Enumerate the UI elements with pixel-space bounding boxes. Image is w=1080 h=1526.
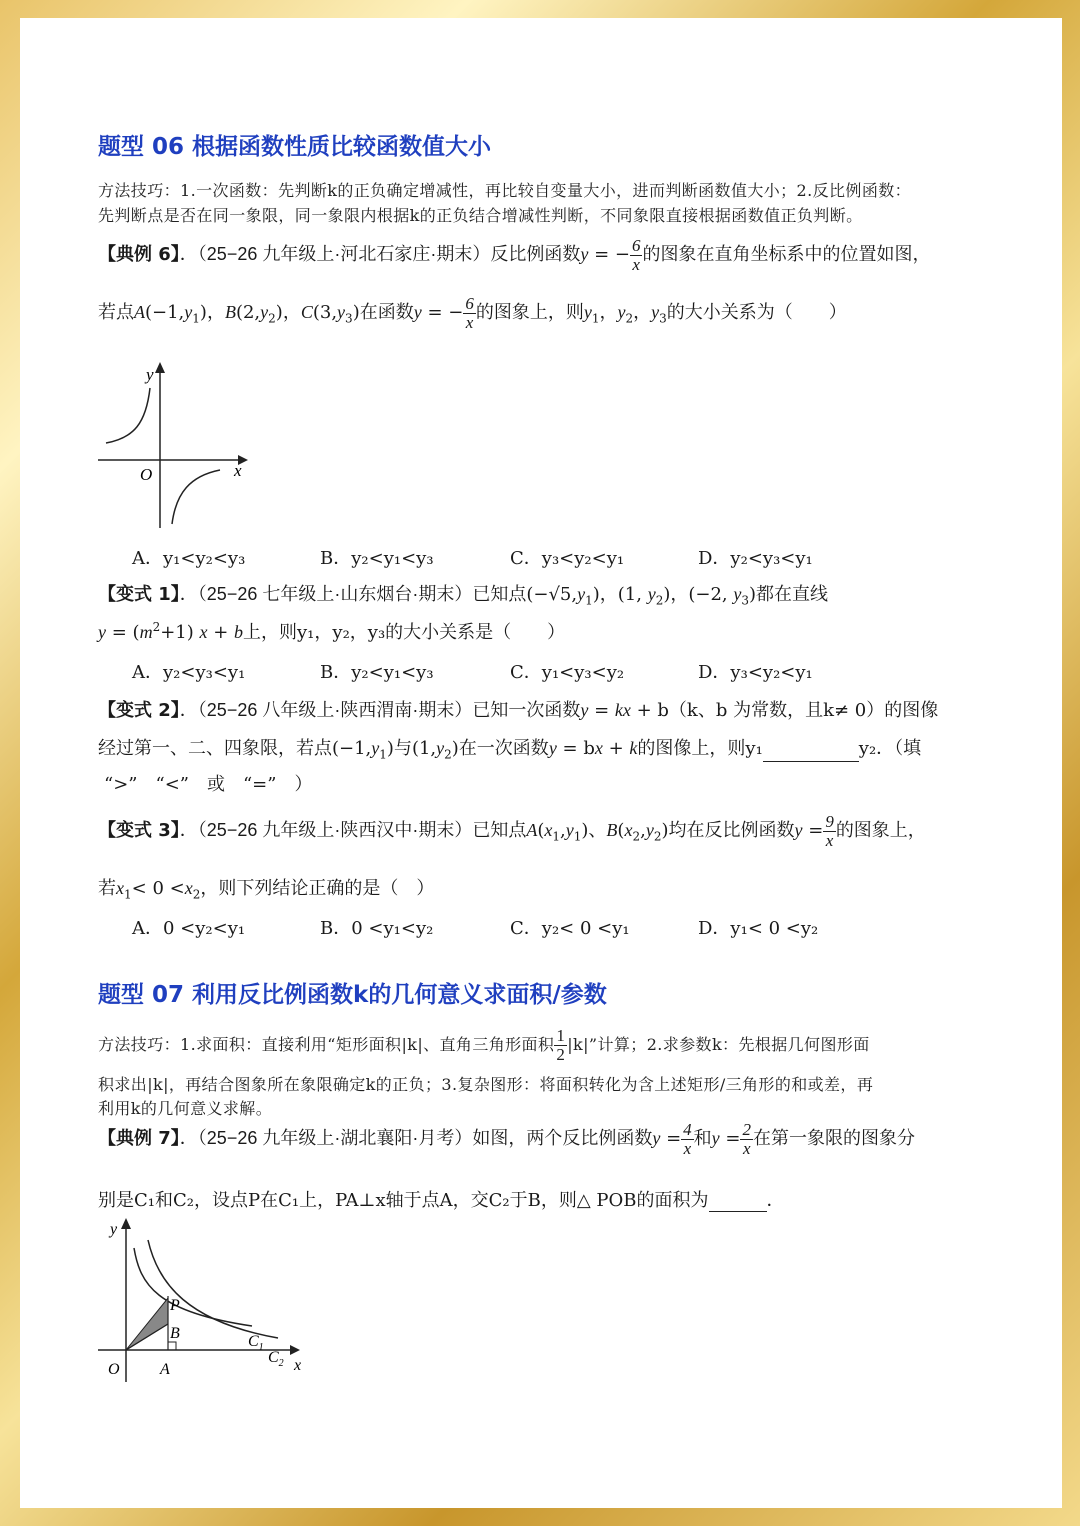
right-angle-mark	[168, 1342, 176, 1350]
curve-c2	[134, 1248, 252, 1326]
v1-option-a[interactable]: A．y₂<y₃<y₁	[132, 662, 246, 683]
ex6-option-c[interactable]: C．y₃<y₂<y₁	[510, 548, 625, 569]
v2-label: 【变式 2】	[98, 700, 180, 721]
y-axis-arrow-icon	[155, 362, 165, 373]
curve-branch-2nd-quadrant	[106, 388, 150, 443]
x-axis-arrow-icon	[290, 1345, 300, 1355]
v1-option-b[interactable]: B．y₂<y₁<y₃	[320, 662, 434, 683]
v1-option-d[interactable]: D．y₃<y₂<y₁	[698, 662, 813, 683]
ex7-label: 【典例 7】	[98, 1128, 180, 1149]
s07-tip-line3: 利用k的几何意义求解。	[98, 1099, 273, 1118]
frac-6-over-x-2: $\frac{6}{x}$	[465, 293, 474, 332]
ex6-option-d[interactable]: D．y₂<y₃<y₁	[698, 548, 813, 569]
frac-one-half: $\frac{1}{2}$	[556, 1026, 566, 1064]
v2-answer-blank[interactable]	[763, 741, 859, 762]
v2-line2: 经过第一、二、四象限，若点$(-1,y_1)$与$(1,y_2)$在一次函数y = bx + k的图像上，则y₁ y₂．（填	[98, 738, 922, 762]
s07-tip-line1: 方法技巧：1.求面积：直接利用“矩形面积|k|、直角三角形面积 $\frac{1}{2}$ |k|”计算；2.求参数k：先根据几何图形面	[98, 1026, 870, 1064]
ex6-line1: 【典例 6】．（25−26 九年级上·河北石家庄·期末）反比例函数y = − $\frac{6}{x}$ 的图象在直角坐标系中的位置如图，	[98, 235, 931, 274]
triangle-pob	[126, 1298, 168, 1350]
fig2-origin-label: O	[108, 1361, 120, 1378]
ex6-line2: 若点$A(-1,y_1)$，$B(2,y_2)$，$C(3,y_3)$在函数y = − $\frac{6}{x}$ 的图象上，则$y_1$，$y_2$，$y_3$的大小关系为（ ）	[98, 293, 847, 332]
v3-option-a[interactable]: A．0 <y₂<y₁	[132, 918, 246, 939]
v1-line2: $y = (m^2+1) x + b$上，则y₁，y₂，y₃的大小关系是（ ）	[98, 620, 566, 643]
fig2-c1-label: $C_1$	[248, 1333, 264, 1353]
ex7-line2: 别是C₁和C₂，设点P在C₁上，PA⊥x轴于点A，交C₂于B，则△ POB的面积为 ．	[98, 1190, 785, 1211]
hyperbola-figure	[94, 358, 254, 533]
v1-option-c[interactable]: C．y₁<y₃<y₂	[510, 662, 625, 683]
curve-branch-4th-quadrant	[172, 470, 220, 524]
ex6-tail: 的图象在直角坐标系中的位置如图，	[642, 244, 931, 265]
ex6-option-b[interactable]: B．y₂<y₁<y₃	[320, 548, 434, 569]
ex6-label: 【典例 6】	[98, 244, 180, 265]
v3-line1: 【变式 3】．（25−26 九年级上·陕西汉中·期末）已知点$A(x_1,y_1)$、$B(x_2,y_2)$均在反比例函数y = $\frac{9}{x}$ 的图象上，	[98, 811, 926, 850]
v1-line1: 【变式 1】．（25−26 七年级上·山东烟台·期末）已知点$(-√5,y_1)$，(1, $y_2$)，(−2, $y_3$)都在直线	[98, 584, 829, 608]
s06-tip-line1: 方法技巧：1.一次函数：先判断k的正负确定增减性，再比较自变量大小，进而判断函数值大小；2.反比例函数：	[98, 181, 912, 200]
v3-label: 【变式 3】	[98, 820, 180, 841]
fig2-x-label: x	[294, 1357, 302, 1374]
worksheet-page	[20, 18, 1062, 1508]
fig2-p-label: P	[170, 1297, 180, 1314]
y-axis-arrow-icon	[121, 1218, 131, 1229]
fig1-origin-label: O	[140, 465, 153, 484]
s07-tip-line2: 积求出|k|，再结合图象所在象限确定k的正负；3.复杂图形：将面积转化为含上述矩形/三角形的和或差，再	[98, 1075, 874, 1094]
fig2-a-label: A	[160, 1361, 170, 1378]
ex7-answer-blank[interactable]	[709, 1191, 767, 1212]
ex6-option-a[interactable]: A．y₁<y₂<y₃	[132, 548, 246, 569]
fig2-c2-label: $C_2$	[268, 1349, 284, 1369]
s06-tip-line2: 先判断点是否在同一象限，同一象限内根据k的正负结合增减性判断，不同象限直接根据函数值正负判断。	[98, 206, 863, 225]
fig1-y-label: y	[146, 365, 154, 384]
ex6-source: （25−26 九年级上·河北石家庄·期末）反比例函数	[197, 244, 581, 264]
fig1-x-label: x	[234, 461, 242, 480]
frac-2-over-x: $\frac{2}{x}$	[742, 1119, 751, 1158]
fig2-y-label: y	[110, 1221, 118, 1238]
v3-option-d[interactable]: D．y₁< 0 <y₂	[698, 918, 819, 939]
section-07-title: 题型 07 利用反比例函数k的几何意义求面积/参数	[98, 982, 607, 1008]
frac-9-over-x: $\frac{9}{x}$	[825, 811, 834, 850]
section-06-title: 题型 06 根据函数性质比较函数值大小	[98, 134, 492, 160]
v3-option-c[interactable]: C．y₂< 0 <y₁	[510, 918, 630, 939]
v3-option-b[interactable]: B．0 <y₁<y₂	[320, 918, 434, 939]
frac-6-over-x: $\frac{6}{x}$	[631, 235, 641, 274]
v2-line1: 【变式 2】．（25−26 八年级上·陕西渭南·期末）已知一次函数y = kx + b（k、b 为常数，且k≠ 0）的图像	[98, 700, 939, 721]
area-figure	[98, 1214, 308, 1386]
v2-line3: “>” “<” 或 “=” ）	[104, 774, 313, 795]
frac-4-over-x: $\frac{4}{x}$	[683, 1119, 692, 1158]
v3-line2: 若$x_1< 0 <x_2$，则下列结论正确的是（ ）	[98, 878, 435, 902]
fig2-b-label: B	[170, 1325, 180, 1342]
ex7-line1: 【典例 7】．（25−26 九年级上·湖北襄阳·月考）如图，两个反比例函数y = $\frac{4}{x}$ 和y = $\frac{2}{x}$ 在第一象限的图象分	[98, 1119, 915, 1158]
v1-label: 【变式 1】	[98, 584, 180, 605]
